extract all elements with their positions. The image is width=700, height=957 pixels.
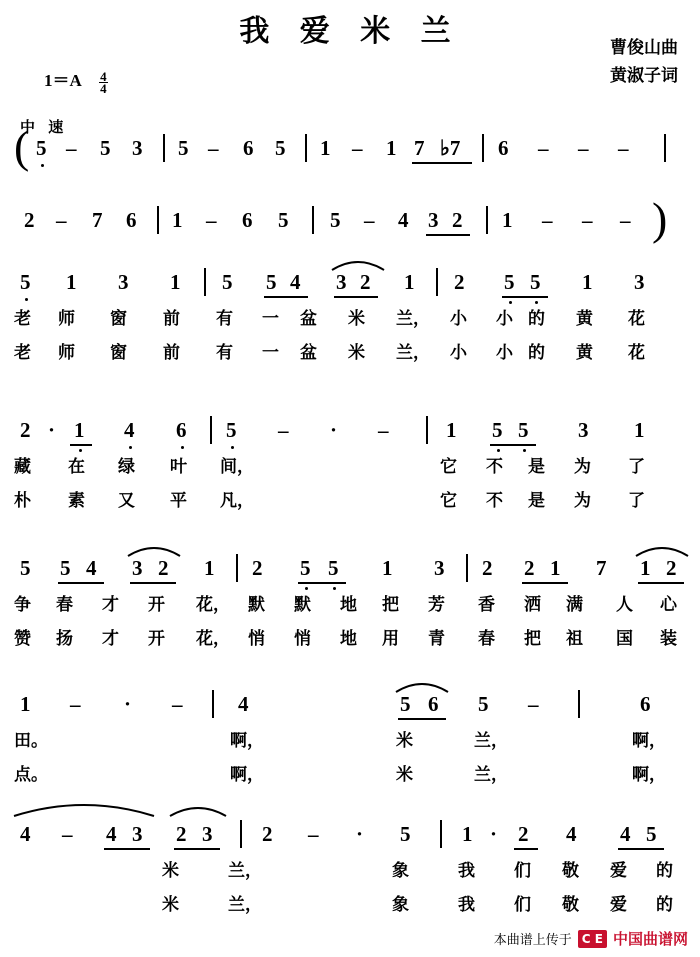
note: 4 [86,556,97,580]
system-1-lyrics-verse-2 [0,338,700,366]
beam [490,444,536,446]
lyric: 芳 [428,595,445,615]
beam [522,582,568,584]
note: 6 [176,418,187,442]
tie-slur [330,256,386,272]
lyric: 象 [392,861,409,881]
note: 1 [404,270,415,294]
lyric: 老 [14,343,31,363]
site-name: 中国曲谱网 [612,930,688,948]
lyric: 不 [486,491,503,511]
note: 4 [398,208,409,232]
note: 1 [634,418,645,442]
lyric: 有 [216,343,233,363]
barline [236,554,238,582]
barline [210,416,212,444]
lyric: 朴 [14,491,31,511]
time-signature-numerator: 4 [100,68,107,84]
beam [398,718,446,720]
lyric: 啊， [632,765,666,785]
lyric: 师 [58,343,75,363]
note: 2 [454,270,465,294]
note: – [278,418,289,442]
note: 5 [275,136,286,160]
lyric: 敬 [562,861,579,881]
system-5 [0,818,700,915]
lyric: 的 [528,309,545,329]
lyric: 敬 [562,895,579,915]
lyric: 凡， [220,491,254,511]
lyric: 我 [458,895,475,915]
beam [334,296,378,298]
lyric: 窗 [110,343,127,363]
lyric: 的 [528,343,545,363]
note: 1 [320,136,331,160]
note: 1 [462,822,473,846]
note: 5 [328,556,339,580]
lyric: 黄 [576,343,593,363]
lyric: 的 [656,861,673,881]
lyric: 盆 [300,343,317,363]
note: 5 [518,418,529,442]
note: 3 [118,270,129,294]
note: – [582,208,593,232]
lyric: 一 [262,343,279,363]
lyric: 师 [58,309,75,329]
lyric: 洒 [524,595,541,615]
beam [618,848,664,850]
system-3-lyrics-verse-1 [0,590,700,618]
lyric: 素 [68,491,85,511]
lyric: 扬 [56,629,73,649]
lyric: 兰， [474,731,508,751]
augmentation-dot: · [490,822,498,846]
lyric: 满 [566,595,583,615]
lyric: 悄 [248,629,265,649]
lyric: 象 [392,895,409,915]
lyric: 米 [348,343,365,363]
note: 2 [252,556,263,580]
lyric: 默 [248,595,265,615]
octave-dot [231,446,234,449]
barline [482,134,484,162]
lyric: 叶 [170,457,187,477]
lyric: 祖 [566,629,583,649]
note: 3 [132,136,143,160]
note: 5 [400,822,411,846]
note: 5 [400,692,411,716]
barline [212,690,214,718]
barline [204,268,206,296]
note: 1 [640,556,651,580]
note: 2 [24,208,35,232]
lyric: 老 [14,309,31,329]
lyric: 才 [102,595,119,615]
lyric: 是 [528,457,545,477]
system-3-notes [0,552,700,586]
lyric: 兰， [396,343,430,363]
lyric: 悄 [294,629,311,649]
lyric: 间， [220,457,254,477]
lyric: 小 [496,343,513,363]
note: 5 [36,136,47,160]
system-5-lyrics-verse-2 [0,890,700,918]
note: 1 [386,136,397,160]
lyric: 米 [162,895,179,915]
note: – [172,692,183,716]
beam [514,848,538,850]
system-2-lyrics-verse-2 [0,486,700,514]
barline [163,134,165,162]
beam [638,582,684,584]
lyric: 田。 [14,731,48,751]
note: 7 [596,556,607,580]
note: 3 [132,556,143,580]
barline [440,820,442,848]
note: – [206,208,217,232]
note: 3 [132,822,143,846]
system-4 [0,688,700,785]
lyric: 它 [440,457,457,477]
note: 1 [74,418,85,442]
note: 5 [100,136,111,160]
note: 5 [530,270,541,294]
augmentation-dot: · [124,692,132,716]
beam [70,444,92,446]
composer-label: 曹俊山曲 [610,38,678,58]
note: 3 [578,418,589,442]
lyric: 地 [340,629,357,649]
credits-block [610,34,678,90]
system-2-notes [0,414,700,448]
lyric: 争 [14,595,31,615]
note: – [620,208,631,232]
beam [104,848,150,850]
note: 4 [124,418,135,442]
lyric: 兰， [474,765,508,785]
note: 6 [242,208,253,232]
system-4-notes [0,688,700,722]
tie-slur [126,542,182,558]
note: 5 [60,556,71,580]
lyric: 装 [660,629,677,649]
lyric: 花 [628,343,645,363]
note: 5 [222,270,233,294]
octave-dot [25,298,28,301]
time-signature-denominator: 4 [100,80,107,96]
lyric: 把 [382,595,399,615]
barline [240,820,242,848]
lyric: 赞 [14,629,31,649]
lyric: 窗 [110,309,127,329]
note: 5 [646,822,657,846]
beam [174,848,220,850]
lyric: 花 [628,309,645,329]
augmentation-dot: · [48,418,56,442]
barline [157,206,159,234]
note: 5 [300,556,311,580]
note: 4 [566,822,577,846]
lyric: 为 [574,457,591,477]
note: 5 [330,208,341,232]
lyric: 啊， [230,731,264,751]
long-slur [12,796,158,818]
lyric: 默 [294,595,311,615]
note: 5 [178,136,189,160]
barline [426,416,428,444]
lyric: 啊， [230,765,264,785]
lyric: 花， [196,595,230,615]
lyric: 的 [656,895,673,915]
lyric: 春 [478,629,495,649]
octave-dot [181,446,184,449]
lyric: 兰， [228,861,262,881]
lyric: 青 [428,629,445,649]
note: – [528,692,539,716]
beam [502,296,548,298]
note: – [364,208,375,232]
note: 5 [20,556,31,580]
lyric: 黄 [576,309,593,329]
lyric: 开 [148,629,165,649]
note: 2 [666,556,677,580]
note: – [56,208,67,232]
note: 5 [20,270,31,294]
key-signature [44,66,108,94]
note: 2 [262,822,273,846]
barline [312,206,314,234]
beam [412,162,472,164]
site-logo-icon: C E [578,930,607,948]
note: 1 [382,556,393,580]
system-4-lyrics-verse-2 [0,760,700,788]
barline [664,134,666,162]
lyric: 小 [450,309,467,329]
note: – [70,692,81,716]
lyric: 用 [382,629,399,649]
beam [130,582,176,584]
lyric: 米 [162,861,179,881]
note: – [66,136,77,160]
system-1-lyrics-verse-1 [0,304,700,332]
note: 6 [126,208,137,232]
lyric: 了 [628,491,645,511]
lyric: 小 [450,343,467,363]
note: – [578,136,589,160]
tie-slur [168,802,228,818]
note: – [352,136,363,160]
note: – [62,822,73,846]
octave-dot [129,446,132,449]
system-3-lyrics-verse-2 [0,624,700,652]
lyric: 兰， [396,309,430,329]
note: 4 [20,822,31,846]
lyric: 们 [514,861,531,881]
note: 6 [640,692,651,716]
system-2-lyrics-verse-1 [0,452,700,480]
tie-slur [634,542,690,558]
lyric: 爱 [610,895,627,915]
note: 3 [434,556,445,580]
lyricist-label: 黄淑子词 [610,66,678,86]
note: 5 [492,418,503,442]
tie-slur [394,678,450,694]
note: 1 [502,208,513,232]
barline [305,134,307,162]
note: 6 [498,136,509,160]
lyric: 是 [528,491,545,511]
intro-line-2 [0,193,700,244]
lyric: 有 [216,309,233,329]
lyric: 平 [170,491,187,511]
lyric: 在 [68,457,85,477]
lyric: 米 [396,765,413,785]
note: 2 [360,270,371,294]
system-4-lyrics-verse-1 [0,726,700,754]
note: 2 [524,556,535,580]
note: 3 [336,270,347,294]
system-1 [0,266,700,363]
note: 6 [428,692,439,716]
lyric: 为 [574,491,591,511]
lyric: 们 [514,895,531,915]
lyric: 不 [486,457,503,477]
note: 1 [66,270,77,294]
lyric: 春 [56,595,73,615]
lyric: 啊， [632,731,666,751]
lyric: 才 [102,629,119,649]
lyric: 又 [118,491,135,511]
lyric: 小 [496,309,513,329]
lyric: 绿 [118,457,135,477]
lyric: 地 [340,595,357,615]
note: 4 [620,822,631,846]
beam [426,234,470,236]
note: 1 [172,208,183,232]
note: 4 [290,270,301,294]
lyric: 米 [396,731,413,751]
lyric: 兰， [228,895,262,915]
beam [264,296,308,298]
lyric: 人 [616,595,633,615]
note: 6 [243,136,254,160]
lyric: 我 [458,861,475,881]
system-3 [0,552,700,649]
note: 2 [158,556,169,580]
lyric: 前 [163,343,180,363]
time-signature [99,68,108,96]
note: 5 [478,692,489,716]
note: – [542,208,553,232]
note: 2 [20,418,31,442]
lyric: 心 [660,595,677,615]
note: 2 [518,822,529,846]
note: 4 [238,692,249,716]
note: 7 [92,208,103,232]
intro-close-paren: ) [652,193,668,244]
note: 1 [550,556,561,580]
note: – [308,822,319,846]
barline [466,554,468,582]
tempo-marking: 中 速 [20,118,68,136]
note: – [618,136,629,160]
lyric: 了 [628,457,645,477]
note: 2 [176,822,187,846]
note: 3 [634,270,645,294]
note: – [378,418,389,442]
barline [436,268,438,296]
lyric: 香 [478,595,495,615]
lyric: 一 [262,309,279,329]
note: 5 [226,418,237,442]
footer-text: 本曲谱上传于 [493,933,572,948]
note: 3 [428,208,439,232]
note: 5 [504,270,515,294]
lyric: 藏 [14,457,31,477]
note: 2 [482,556,493,580]
lyric: 开 [148,595,165,615]
note: 1 [20,692,31,716]
intro-open-paren: ( [14,121,30,172]
lyric: 前 [163,309,180,329]
note: – [208,136,219,160]
note: 5 [266,270,277,294]
note: 3 [202,822,213,846]
intro-line-2-notes [0,193,700,244]
augmentation-dot: · [356,822,364,846]
lyric: 它 [440,491,457,511]
note: 2 [452,208,463,232]
beam [58,582,104,584]
key-signature-label: 1＝A [44,71,81,90]
octave-dot [41,164,44,167]
note: 4 [106,822,117,846]
note: 1 [582,270,593,294]
beam [298,582,346,584]
note: 7 [414,136,425,160]
lyric: 盆 [300,309,317,329]
barline [486,206,488,234]
lyric: 把 [524,629,541,649]
system-2 [0,414,700,511]
footer-watermark [494,928,688,949]
note: 1 [446,418,457,442]
note: – [538,136,549,160]
augmentation-dot: · [330,418,338,442]
lyric: 米 [348,309,365,329]
system-1-notes [0,266,700,300]
system-5-notes [0,818,700,852]
note: 1 [204,556,215,580]
page-title: 我 爱 米 兰 [239,14,461,49]
system-5-lyrics-verse-1 [0,856,700,884]
lyric: 点。 [14,765,48,785]
note: 1 [170,270,181,294]
note-flat: ♭7 [440,136,461,160]
lyric: 花， [196,629,230,649]
lyric: 爱 [610,861,627,881]
lyric: 国 [616,629,633,649]
note: 5 [278,208,289,232]
barline [578,690,580,718]
